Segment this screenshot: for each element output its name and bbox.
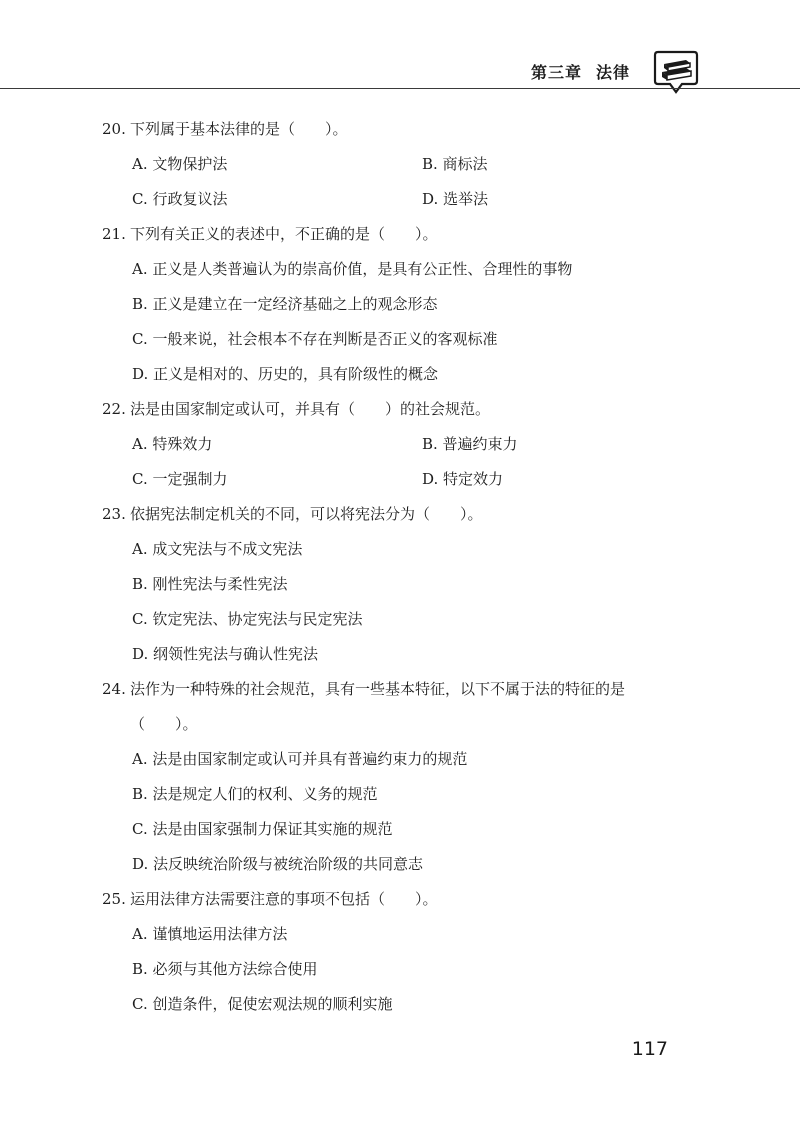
option-a: A. 法是由国家制定或认可并具有普遍约束力的规范 [132, 750, 468, 768]
option-row [102, 147, 712, 182]
question-list [102, 112, 712, 1022]
question-text-continued: （ ）。 [130, 715, 198, 733]
question-text: 依据宪法制定机关的不同，可以将宪法分为（ ）。 [130, 505, 483, 523]
option-c: C. 一般来说，社会根本不存在判断是否正义的客观标准 [132, 330, 498, 348]
header-divider [0, 88, 800, 89]
option-c: C. 一定强制力 [132, 470, 228, 488]
option-b: B. 法是规定人们的权利、义务的规范 [132, 785, 378, 803]
option-d: D. 正义是相对的、历史的，具有阶级性的概念 [132, 365, 439, 383]
question-21 [102, 217, 712, 252]
option-a: A. 成文宪法与不成文宪法 [132, 540, 303, 558]
option-a: A. 特殊效力 [132, 435, 213, 453]
question-22 [102, 392, 712, 427]
option-c: C. 创造条件，促使宏观法规的顺利实施 [132, 995, 393, 1013]
option-c: C. 行政复议法 [132, 190, 228, 208]
question-text: 法是由国家制定或认可，并具有（ ）的社会规范。 [130, 400, 491, 418]
option-b: B. 必须与其他方法综合使用 [132, 960, 318, 978]
question-number: 23. [102, 505, 126, 523]
option-b: B. 刚性宪法与柔性宪法 [132, 575, 288, 593]
chapter-heading [531, 60, 630, 83]
option-d: D. 特定效力 [422, 470, 504, 488]
question-text: 下列有关正义的表述中，不正确的是（ ）。 [130, 225, 438, 243]
option-row [102, 182, 712, 217]
page-number: 117 [631, 1038, 668, 1060]
question-number: 24. [102, 680, 126, 698]
option-b: B. 普遍约束力 [422, 435, 518, 453]
page-header [0, 0, 800, 100]
option-a: A. 正义是人类普遍认为的崇高价值，是具有公正性、合理性的事物 [132, 260, 573, 278]
question-25 [102, 882, 712, 917]
option-c: C. 法是由国家强制力保证其实施的规范 [132, 820, 393, 838]
question-text: 下列属于基本法律的是（ ）。 [130, 120, 348, 138]
question-24 [102, 672, 712, 707]
option-a: A. 文物保护法 [132, 155, 228, 173]
question-number: 20. [102, 120, 126, 138]
question-20 [102, 112, 712, 147]
question-23 [102, 497, 712, 532]
option-d: D. 法反映统治阶级与被统治阶级的共同意志 [132, 855, 424, 873]
question-number: 25. [102, 890, 126, 908]
option-d: D. 选举法 [422, 190, 489, 208]
option-b: B. 正义是建立在一定经济基础之上的观念形态 [132, 295, 438, 313]
question-number: 21. [102, 225, 126, 243]
option-d: D. 纲领性宪法与确认性宪法 [132, 645, 319, 663]
option-a: A. 谨慎地运用法律方法 [132, 925, 288, 943]
question-text: 法作为一种特殊的社会规范，具有一些基本特征，以下不属于法的特征的是 [130, 680, 626, 698]
option-row [102, 462, 712, 497]
question-text: 运用法律方法需要注意的事项不包括（ ）。 [130, 890, 438, 908]
chapter-title: 法律 [595, 63, 630, 82]
option-c: C. 钦定宪法、协定宪法与民定宪法 [132, 610, 363, 628]
chapter-number: 第三章 [530, 63, 582, 82]
option-b: B. 商标法 [422, 155, 488, 173]
option-row [102, 427, 712, 462]
question-number: 22. [102, 400, 126, 418]
